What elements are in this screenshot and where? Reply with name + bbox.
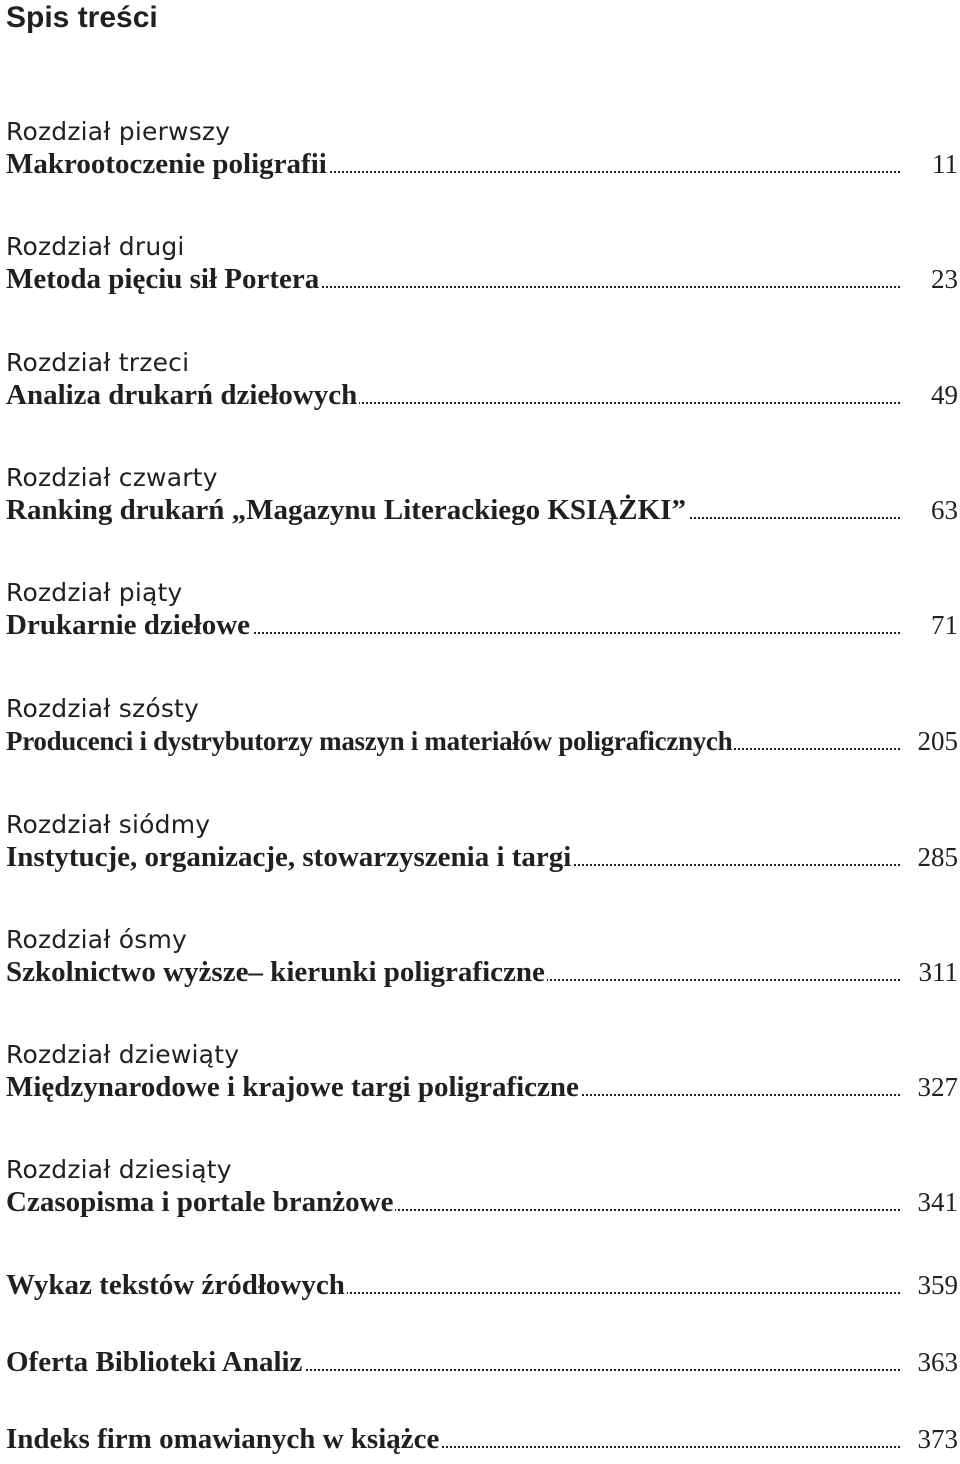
chapter-label: Rozdział piąty xyxy=(6,578,183,607)
toc-entry xyxy=(6,232,958,296)
toc-title-row xyxy=(6,1070,958,1104)
page-number: 285 xyxy=(912,840,959,874)
toc-entry xyxy=(6,348,958,412)
page-number: 11 xyxy=(926,147,958,181)
chapter-label: Rozdział pierwszy xyxy=(6,117,231,146)
page-number: 23 xyxy=(925,262,958,296)
chapter-label: Rozdział dziewiąty xyxy=(6,1040,240,1069)
chapter-label: Rozdział ósmy xyxy=(6,925,188,954)
page-number: 49 xyxy=(925,378,958,412)
page-number: 71 xyxy=(925,608,958,642)
chapter-title: Makrootoczenie poligrafii xyxy=(6,148,327,180)
page-number: 205 xyxy=(912,724,959,758)
toc-title-row xyxy=(6,608,958,642)
section-title: Oferta Biblioteki Analiz xyxy=(6,1346,303,1378)
toc-title-row xyxy=(6,378,958,412)
chapter-title: Międzynarodowe i krajowe targi poligraficzne xyxy=(6,1071,579,1103)
toc-entry xyxy=(6,1345,958,1379)
toc-title-row xyxy=(6,1422,958,1456)
chapter-title: Producenci i dystrybutorzy maszyn i materiałów poligraficznych xyxy=(6,726,733,756)
chapter-title: Analiza drukarń dziełowych xyxy=(6,379,358,411)
toc-entry xyxy=(6,1422,958,1456)
toc-entry xyxy=(6,810,958,874)
toc-entry xyxy=(6,463,958,527)
page-number: 311 xyxy=(913,955,959,989)
chapter-title: Czasopisma i portale branżowe xyxy=(6,1186,394,1218)
page-number: 373 xyxy=(912,1422,959,1456)
toc-entry xyxy=(6,1155,958,1219)
page-title: Spis treści xyxy=(6,1,158,34)
toc-entry xyxy=(6,117,958,181)
toc-title-row xyxy=(6,1268,958,1302)
toc-title-row xyxy=(6,1185,958,1219)
chapter-title: Instytucje, organizacje, stowarzyszenia i targi xyxy=(6,841,572,873)
chapter-title: Ranking drukarń „Magazynu Literackiego KSIĄŻKI” xyxy=(6,494,686,526)
page-number: 359 xyxy=(912,1268,959,1302)
toc-title-row xyxy=(6,147,958,181)
toc-title-row xyxy=(6,493,958,527)
page-number: 327 xyxy=(912,1070,959,1104)
section-title: Indeks firm omawianych w książce xyxy=(6,1423,440,1455)
toc-entry xyxy=(6,1040,958,1104)
section-title: Wykaz tekstów źródłowych xyxy=(6,1269,345,1301)
chapter-label: Rozdział dziesiąty xyxy=(6,1155,232,1184)
page-number: 63 xyxy=(925,493,958,527)
toc-entry xyxy=(6,578,958,642)
toc-title-row xyxy=(6,1345,958,1379)
chapter-label: Rozdział szósty xyxy=(6,694,200,723)
toc-entry xyxy=(6,925,958,989)
chapter-title: Metoda pięciu sił Portera xyxy=(6,263,320,295)
page-number: 363 xyxy=(912,1345,959,1379)
chapter-label: Rozdział siódmy xyxy=(6,810,211,839)
chapter-label: Rozdział czwarty xyxy=(6,463,218,492)
toc-title-row xyxy=(6,724,958,758)
chapter-label: Rozdział drugi xyxy=(6,232,185,261)
toc-title-row xyxy=(6,955,958,989)
toc-title-row xyxy=(6,262,958,296)
page-number: 341 xyxy=(912,1185,959,1219)
chapter-title: Drukarnie dziełowe xyxy=(6,609,251,641)
toc-entry xyxy=(6,1268,958,1302)
chapter-label: Rozdział trzeci xyxy=(6,348,190,377)
toc-title-row xyxy=(6,840,958,874)
toc-entry xyxy=(6,694,958,758)
chapter-title: Szkolnictwo wyższe– kierunki poligraficzne xyxy=(6,956,545,988)
